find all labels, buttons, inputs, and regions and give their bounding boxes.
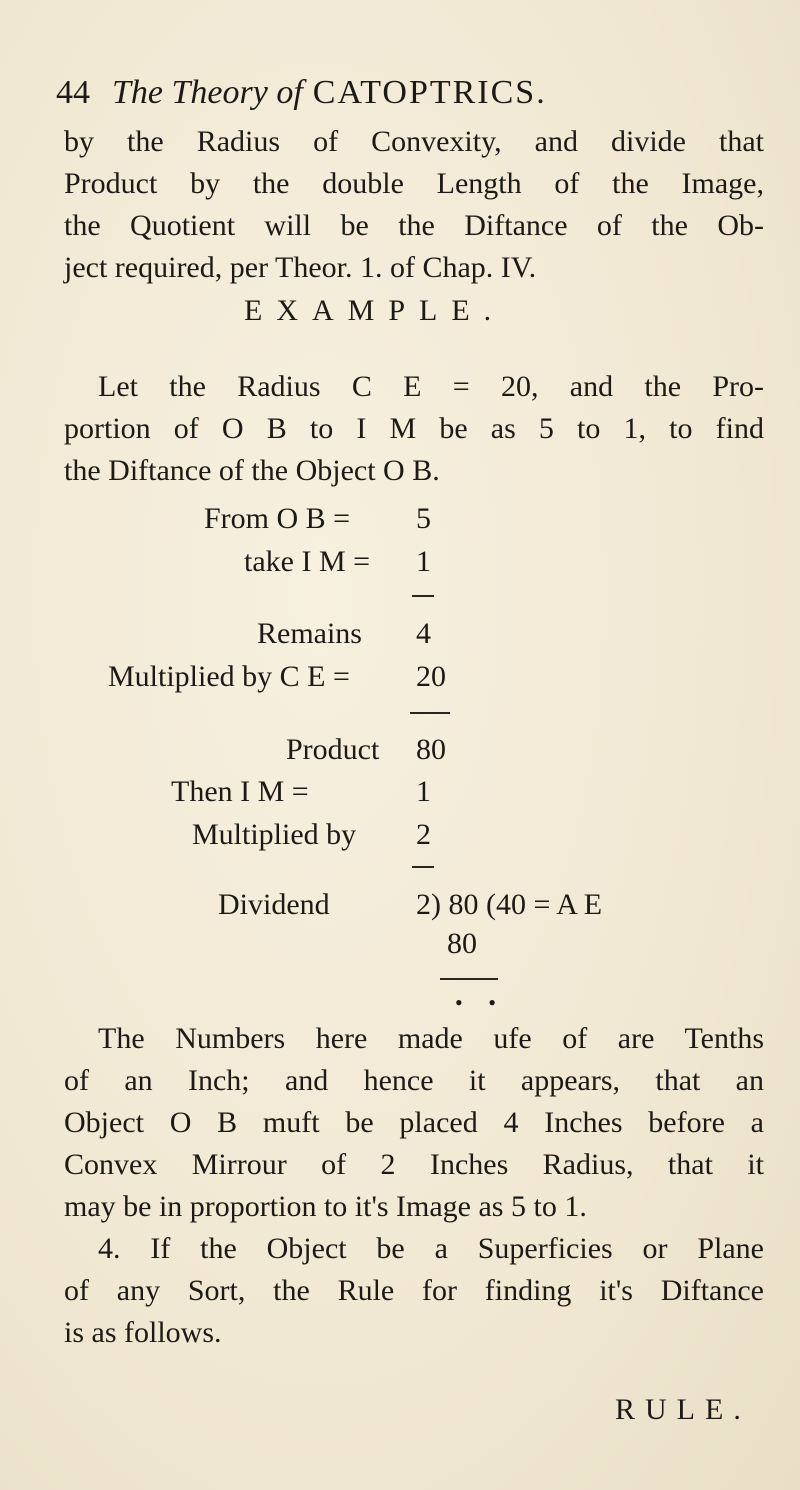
example-line: the Diftance of the Object O B. xyxy=(64,454,440,487)
example-heading: EXAMPLE. xyxy=(244,294,506,327)
calc-then-value: 1 xyxy=(416,775,431,808)
example-line: Let the Radius C E = 20, and the Pro- xyxy=(98,370,764,403)
calc-take-label: take I M = xyxy=(244,545,371,578)
intro-paragraph xyxy=(64,121,764,289)
intro-line: by the Radius of Convexity, and divide that xyxy=(64,125,764,158)
calc-rule xyxy=(440,978,498,980)
conclusion-line: The Numbers here made ufe of are Tenths xyxy=(98,1022,764,1055)
example-line: portion of O B to I M be as 5 to 1, to find xyxy=(64,412,764,445)
conclusion-line: Object O B muft be placed 4 Inches before a xyxy=(64,1106,764,1139)
point-4-paragraph xyxy=(64,1228,764,1354)
calc-multiplied-value: 20 xyxy=(416,660,446,693)
calc-dividend-value: 2) 80 (40 = A E xyxy=(416,888,603,921)
intro-line: the Quotient will be the Diftance of the Ob- xyxy=(64,209,764,242)
calc-multiplied-label: Multiplied by C E = xyxy=(108,660,350,693)
conclusion-paragraph xyxy=(64,1018,764,1228)
calc-rule xyxy=(412,595,434,597)
calc-take-value: 1 xyxy=(416,545,431,578)
calc-remains-label: Remains xyxy=(257,617,362,650)
calc-subtract-value: 80 xyxy=(447,927,477,960)
point-4-line: is as follows. xyxy=(64,1316,222,1349)
calc-dividend-label: Dividend xyxy=(218,888,330,921)
calc-product-label: Product xyxy=(286,733,380,766)
calc-then-label: Then I M = xyxy=(171,775,309,808)
calc-multiplied-by-label: Multiplied by xyxy=(192,818,357,851)
calc-dots: • • xyxy=(455,990,506,1015)
point-4-line: of any Sort, the Rule for finding it's Diftance xyxy=(64,1274,764,1307)
calc-remains-value: 4 xyxy=(416,617,431,650)
conclusion-line: may be in proportion to it's Image as 5 to 1. xyxy=(64,1190,587,1223)
example-paragraph xyxy=(64,366,764,492)
calc-multiplied-by-value: 2 xyxy=(416,818,431,851)
calc-rule xyxy=(410,712,450,714)
intro-line: Product by the double Length of the Image, xyxy=(64,167,764,200)
conclusion-line: Convex Mirrour of 2 Inches Radius, that it xyxy=(64,1148,764,1181)
calc-rule xyxy=(412,866,434,868)
rule-heading: RULE. xyxy=(615,1393,751,1426)
running-header xyxy=(56,74,547,112)
page-number: 44 xyxy=(56,74,90,111)
point-4-line: 4. If the Object be a Superficies or Plane xyxy=(98,1232,764,1265)
calc-from-value: 5 xyxy=(416,502,431,535)
conclusion-line: of an Inch; and hence it appears, that an xyxy=(64,1064,764,1097)
calc-from-label: From O B = xyxy=(204,502,351,535)
header-title-caps: CATOPTRICS. xyxy=(312,74,547,111)
header-title-italic: The Theory of xyxy=(112,74,303,111)
calc-product-value: 80 xyxy=(416,733,446,766)
intro-line: ject required, per Theor. 1. of Chap. IV. xyxy=(64,251,537,284)
